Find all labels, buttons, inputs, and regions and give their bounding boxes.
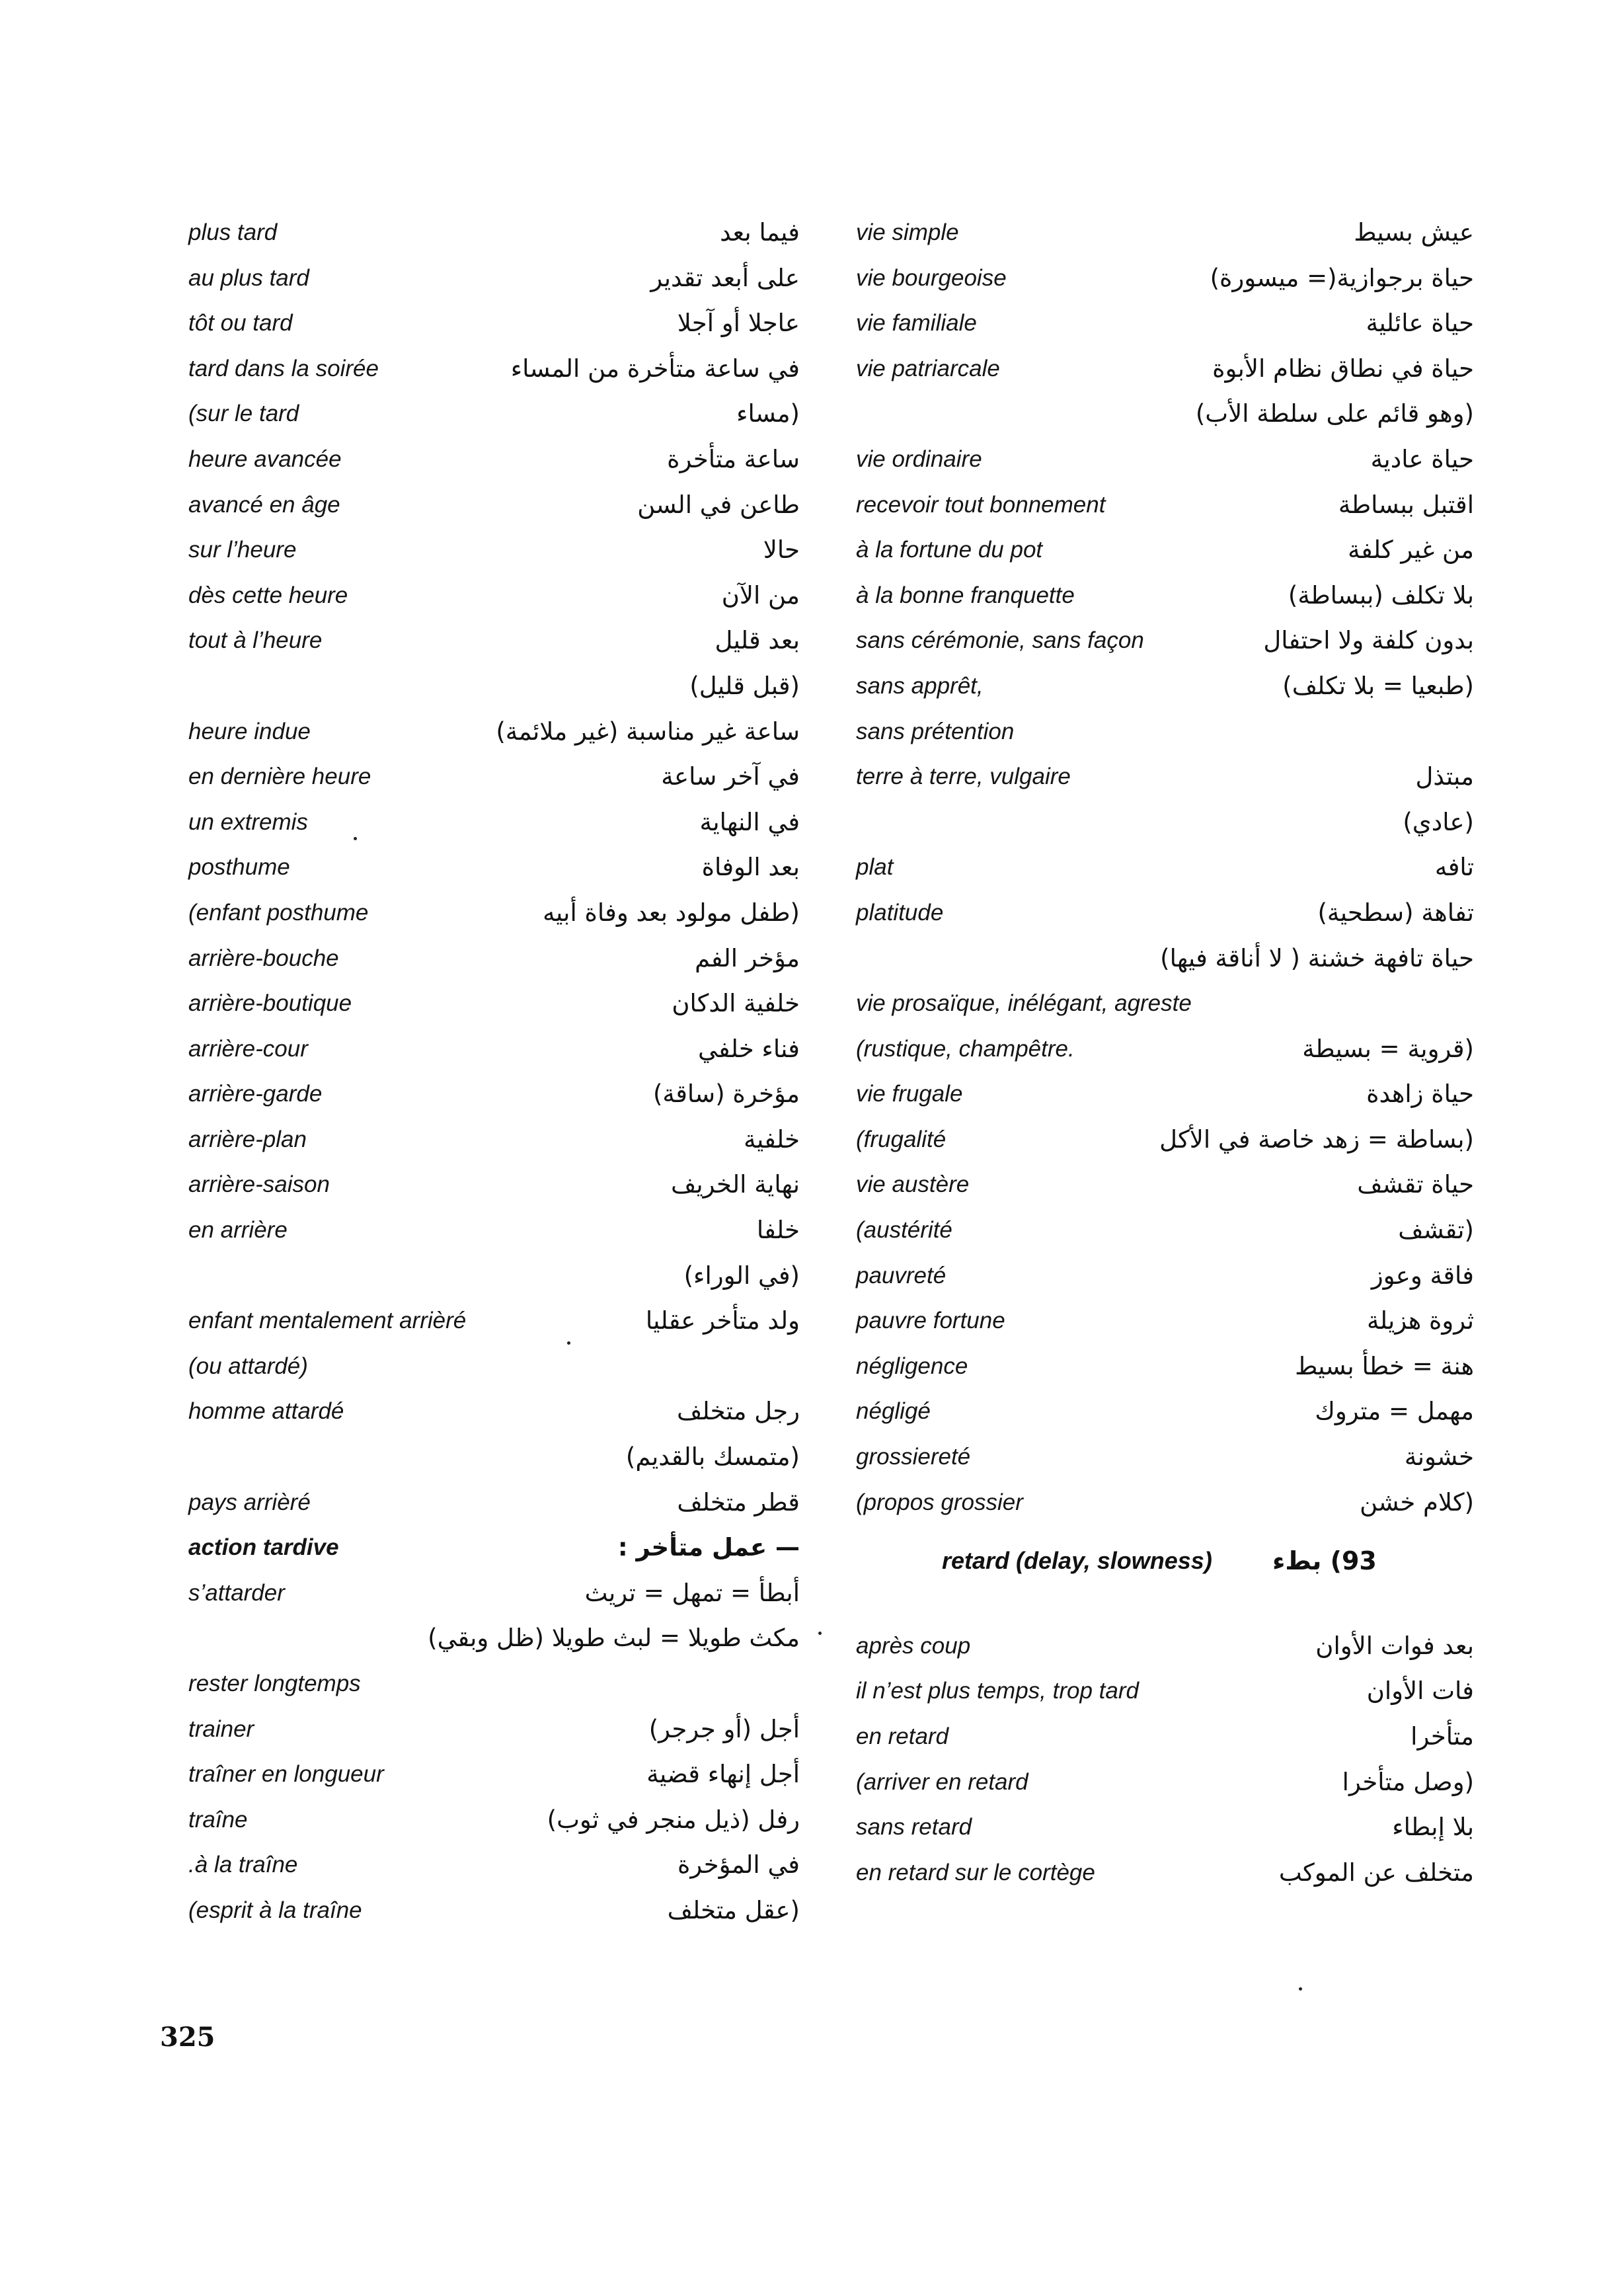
french-term: sans retard — [856, 1814, 972, 1841]
dictionary-entry — [188, 210, 800, 256]
french-term: vie patriarcale — [856, 355, 1000, 381]
dictionary-entry — [188, 256, 800, 301]
dictionary-entry — [188, 1616, 800, 1661]
french-term: (rustique, champêtre. — [856, 1035, 1075, 1062]
dictionary-entry — [856, 1714, 1474, 1760]
french-term: rester longtemps — [188, 1671, 361, 1696]
dictionary-entry — [188, 1208, 800, 1253]
arabic-translation: ثروة هزيلة — [1366, 1306, 1474, 1335]
french-term: posthume — [188, 854, 290, 881]
french-term: pauvreté — [856, 1262, 947, 1288]
dictionary-entry — [188, 1027, 800, 1072]
french-term: arrière-bouche — [188, 945, 339, 971]
french-term: négligé — [856, 1398, 931, 1425]
arabic-translation: تفاهة (سطحية) — [1317, 898, 1474, 927]
french-term: (arriver en retard — [856, 1768, 1028, 1795]
arabic-translation: حياة تقشف — [1357, 1170, 1474, 1199]
dictionary-entry — [188, 1571, 800, 1616]
dictionary-entry — [856, 845, 1474, 891]
french-term: heure avancée — [188, 446, 342, 472]
arabic-translation: (متمسك بالقديم) — [625, 1443, 800, 1472]
dictionary-entry — [856, 437, 1474, 483]
dictionary-entry — [856, 1298, 1474, 1344]
arabic-translation: اقتبل ببساطة — [1338, 490, 1474, 519]
arabic-translation: رفل (ذيل منجر في ثوب) — [547, 1805, 800, 1834]
arabic-translation: — عمل متأخر : — [617, 1533, 800, 1562]
dictionary-entry — [856, 483, 1474, 528]
arabic-translation: (في الوراء) — [683, 1261, 800, 1290]
french-term: pays arrièré — [188, 1489, 311, 1515]
arabic-translation: أجل إنهاء قضية — [646, 1760, 800, 1789]
dictionary-entry — [188, 1298, 800, 1344]
dictionary-entry — [188, 573, 800, 619]
dictionary-entry — [188, 483, 800, 528]
dictionary-entry — [188, 664, 800, 709]
dictionary-entry — [856, 1480, 1474, 1526]
french-term: (esprit à la traîne — [188, 1897, 362, 1923]
arabic-translation: حياة عائلية — [1366, 309, 1474, 338]
arabic-translation: (عقل متخلف — [667, 1895, 800, 1924]
dictionary-entry — [856, 1162, 1474, 1208]
arabic-translation: حياة عادية — [1370, 444, 1474, 473]
dictionary-entry — [856, 528, 1474, 573]
french-term: à la bonne franquette — [856, 582, 1075, 608]
arabic-translation: في المؤخرة — [677, 1850, 800, 1880]
french-term: (frugalité — [856, 1126, 947, 1152]
french-term: (austérité — [856, 1217, 952, 1244]
dictionary-entry — [188, 301, 800, 346]
right-column — [856, 210, 1474, 1895]
french-term: (ou attardé) — [188, 1353, 308, 1379]
arabic-translation: (كلام خشن — [1360, 1487, 1474, 1517]
dictionary-entry — [188, 709, 800, 755]
section-heading-arabic: 93) بطء — [1272, 1546, 1377, 1576]
dictionary-entry — [188, 1389, 800, 1435]
dictionary-entry — [856, 301, 1474, 346]
arabic-translation: (بساطة = زهد خاصة في الأكل — [1159, 1125, 1474, 1154]
french-term: trainer — [188, 1716, 254, 1742]
french-term: arrière-boutique — [188, 990, 352, 1017]
dictionary-entry — [188, 754, 800, 800]
french-term: grossiereté — [856, 1444, 971, 1470]
dictionary-entry — [856, 573, 1474, 619]
french-term: vie frugale — [856, 1081, 963, 1107]
left-column — [188, 210, 800, 1934]
french-term: recevoir tout bonnement — [856, 491, 1106, 518]
dictionary-entry — [856, 391, 1474, 437]
arabic-translation: (قبل قليل) — [689, 671, 800, 700]
french-term: plat — [856, 854, 894, 881]
dictionary-entry — [856, 256, 1474, 301]
arabic-translation: رجل متخلف — [677, 1397, 800, 1426]
french-term: arrière-garde — [188, 1081, 323, 1107]
dictionary-entry — [188, 1344, 800, 1390]
arabic-translation: بعد فوات الأوان — [1315, 1631, 1474, 1660]
french-term: vie austère — [856, 1171, 970, 1198]
arabic-translation: فيما بعد — [720, 218, 800, 247]
dictionary-entry — [856, 210, 1474, 256]
french-term: traîne — [188, 1806, 248, 1833]
french-term: s’attarder — [188, 1579, 285, 1606]
arabic-translation: حالا — [763, 535, 800, 565]
french-term: arrière-saison — [188, 1171, 330, 1198]
dictionary-entry — [856, 1208, 1474, 1253]
dictionary-entry — [188, 437, 800, 483]
french-term: à la fortune du pot — [856, 537, 1043, 563]
arabic-translation: بدون كلفة ولا احتفال — [1263, 626, 1474, 655]
dictionary-entry — [856, 1760, 1474, 1805]
dictionary-entry — [188, 346, 800, 392]
dictionary-entry — [856, 754, 1474, 800]
dictionary-entry — [856, 800, 1474, 846]
scan-speck — [818, 1632, 822, 1635]
dictionary-entry — [188, 981, 800, 1027]
arabic-translation: خلفية الدكان — [672, 989, 800, 1018]
french-term: heure indue — [188, 718, 311, 744]
dictionary-entry — [188, 1253, 800, 1299]
dictionary-entry — [856, 1072, 1474, 1117]
arabic-translation: (مساء — [736, 399, 800, 428]
dictionary-entry — [856, 346, 1474, 392]
arabic-translation: بعد قليل — [715, 626, 800, 655]
dictionary-entry — [188, 1480, 800, 1526]
arabic-translation: في آخر ساعة — [661, 762, 800, 791]
arabic-translation: من الآن — [721, 580, 800, 610]
french-term: terre à terre, vulgaire — [856, 764, 1071, 790]
french-term: en retard sur le cortège — [856, 1859, 1095, 1885]
dictionary-entry — [856, 1117, 1474, 1163]
arabic-translation: ولد متأخر عقليا — [645, 1306, 800, 1335]
arabic-translation: (تقشف — [1398, 1216, 1474, 1245]
arabic-translation: نهاية الخريف — [671, 1170, 800, 1199]
arabic-translation: فات الأوان — [1366, 1677, 1474, 1706]
french-term: sans cérémonie, sans façon — [856, 627, 1144, 654]
french-term: avancé en âge — [188, 491, 340, 518]
arabic-translation: طاعن في السن — [637, 490, 800, 519]
arabic-translation: ساعة غير مناسبة (غير ملائمة) — [496, 717, 800, 746]
dictionary-entry — [856, 1669, 1474, 1714]
dictionary-entry — [188, 1752, 800, 1798]
arabic-translation: فناء خلفي — [698, 1034, 800, 1063]
arabic-translation: في ساعة متأخرة من المساء — [510, 354, 800, 383]
french-term: en retard — [856, 1723, 949, 1749]
french-term: dès cette heure — [188, 582, 348, 608]
french-term: vie ordinaire — [856, 446, 982, 472]
dictionary-entry — [188, 1072, 800, 1117]
arabic-translation: متأخرا — [1411, 1722, 1474, 1751]
arabic-translation: أبطأ = تمهل = تريث — [584, 1578, 800, 1607]
dictionary-entry — [856, 1624, 1474, 1669]
french-term: sans apprêt, — [856, 672, 984, 699]
arabic-translation: (قروية = بسيطة — [1302, 1034, 1474, 1063]
french-term: sans prétention — [856, 718, 1015, 744]
arabic-translation: (طفل مولود بعد وفاة أبيه — [543, 898, 800, 927]
french-term: arrière-plan — [188, 1126, 307, 1152]
dictionary-entry — [856, 1805, 1474, 1850]
dictionary-entry — [188, 1798, 800, 1843]
arabic-translation: خلفا — [756, 1216, 800, 1245]
french-term: tôt ou tard — [188, 310, 293, 336]
dictionary-entry — [188, 1661, 800, 1707]
dictionary-entry — [856, 664, 1474, 709]
french-term: en arrière — [188, 1217, 288, 1244]
dictionary-entry — [856, 1435, 1474, 1480]
french-term: plus tard — [188, 219, 278, 245]
arabic-translation: خشونة — [1404, 1443, 1474, 1472]
arabic-translation: قطر متخلف — [677, 1487, 800, 1517]
dictionary-entry — [856, 1027, 1474, 1072]
dictionary-entry — [188, 528, 800, 573]
dictionary-entry — [188, 891, 800, 936]
dictionary-entry — [188, 1842, 800, 1888]
dictionary-entry — [188, 845, 800, 891]
arabic-translation: حياة زاهدة — [1366, 1080, 1474, 1109]
french-term: arrière-cour — [188, 1035, 308, 1062]
arabic-translation: من غير كلفة — [1348, 535, 1474, 565]
arabic-translation: في النهاية — [699, 807, 800, 836]
french-term: enfant mentalement arrièré — [188, 1308, 467, 1334]
dictionary-entry — [188, 1525, 800, 1571]
arabic-translation: (طبعيا = بلا تكلف) — [1282, 671, 1474, 700]
french-term: vie bourgeoise — [856, 264, 1007, 291]
french-term: sur l’heure — [188, 537, 297, 563]
dictionary-entry — [188, 800, 800, 846]
arabic-translation: مؤخر الفم — [695, 943, 800, 972]
page-number: 325 — [160, 2022, 215, 2053]
dictionary-entry — [856, 981, 1474, 1027]
arabic-translation: تافه — [1434, 853, 1474, 882]
dictionary-entry — [188, 391, 800, 437]
dictionary-entry — [188, 1435, 800, 1480]
scan-speck — [1299, 1987, 1302, 1991]
arabic-translation: عيش بسيط — [1354, 218, 1474, 247]
arabic-translation: (وصل متأخرا — [1342, 1767, 1474, 1796]
dictionary-entry — [856, 1253, 1474, 1299]
french-term: vie prosaïque, inélégant, agreste — [856, 990, 1192, 1017]
dictionary-entry — [856, 1344, 1474, 1390]
french-term: un extremis — [188, 809, 308, 835]
dictionary-entry — [188, 618, 800, 664]
arabic-translation: مهمل = متروك — [1315, 1397, 1474, 1426]
french-term: action tardive — [188, 1534, 339, 1561]
dictionary-entry — [188, 936, 800, 982]
arabic-translation: مبتذل — [1415, 762, 1474, 791]
arabic-translation: فاقة وعوز — [1371, 1261, 1474, 1290]
french-term: vie familiale — [856, 310, 977, 336]
arabic-translation: أجل (أو جرجر) — [648, 1714, 800, 1743]
dictionary-entry — [188, 1162, 800, 1208]
french-term: .à la traîne — [188, 1852, 298, 1878]
dictionary-entry — [856, 618, 1474, 664]
section-heading — [856, 1538, 1474, 1584]
scan-speck — [354, 837, 357, 840]
dictionary-entry — [856, 709, 1474, 755]
arabic-translation: حياة برجوازية(= ميسورة) — [1210, 263, 1474, 292]
french-term: (enfant posthume — [188, 899, 369, 926]
dictionary-entry — [856, 1850, 1474, 1896]
scan-speck — [567, 1341, 570, 1345]
french-term: après coup — [856, 1632, 971, 1659]
arabic-translation: بلا إبطاء — [1392, 1813, 1474, 1842]
french-term: (propos grossier — [856, 1489, 1023, 1515]
arabic-translation: مؤخرة (ساقة) — [652, 1080, 800, 1109]
french-term: (sur le tard — [188, 401, 299, 427]
arabic-translation: متخلف عن الموكب — [1278, 1858, 1474, 1887]
french-term: homme attardé — [188, 1398, 344, 1425]
dictionary-entry — [188, 1117, 800, 1163]
section-heading-french: retard (delay, slowness) — [942, 1547, 1212, 1575]
dictionary-entry — [188, 1888, 800, 1934]
french-term: tard dans la soirée — [188, 355, 379, 381]
french-term: en dernière heure — [188, 764, 371, 790]
arabic-translation: خلفية — [744, 1125, 800, 1154]
arabic-translation: عاجلا أو آجلا — [677, 309, 800, 338]
arabic-translation: (عادي) — [1403, 807, 1474, 836]
arabic-translation: ساعة متأخرة — [667, 444, 800, 473]
french-term: il n’est plus temps, trop tard — [856, 1678, 1139, 1704]
arabic-translation: بلا تكلف (ببساطة) — [1288, 580, 1474, 610]
french-term: traîner en longueur — [188, 1761, 384, 1788]
arabic-translation: على أبعد تقدير — [650, 263, 800, 292]
arabic-translation: بعد الوفاة — [701, 853, 800, 882]
french-term: vie simple — [856, 219, 959, 245]
french-term: pauvre fortune — [856, 1308, 1005, 1334]
dictionary-entry — [856, 936, 1474, 982]
arabic-translation: حياة في نطاق نظام الأبوة — [1212, 354, 1474, 383]
french-term: au plus tard — [188, 264, 309, 291]
arabic-translation: حياة تافهة خشنة ( لا أناقة فيها) — [1160, 943, 1474, 972]
dictionary-entry — [856, 1389, 1474, 1435]
arabic-translation: مكث طويلا = لبث طويلا (ظل وبقي) — [428, 1624, 800, 1653]
dictionary-entry — [188, 1707, 800, 1753]
arabic-translation: (وهو قائم على سلطة الأب) — [1195, 399, 1474, 428]
arabic-translation: هنة = خطأ بسيط — [1295, 1351, 1474, 1380]
french-term: négligence — [856, 1353, 968, 1379]
french-term: tout à l’heure — [188, 627, 323, 654]
dictionary-entry — [856, 891, 1474, 936]
french-term: platitude — [856, 899, 944, 926]
